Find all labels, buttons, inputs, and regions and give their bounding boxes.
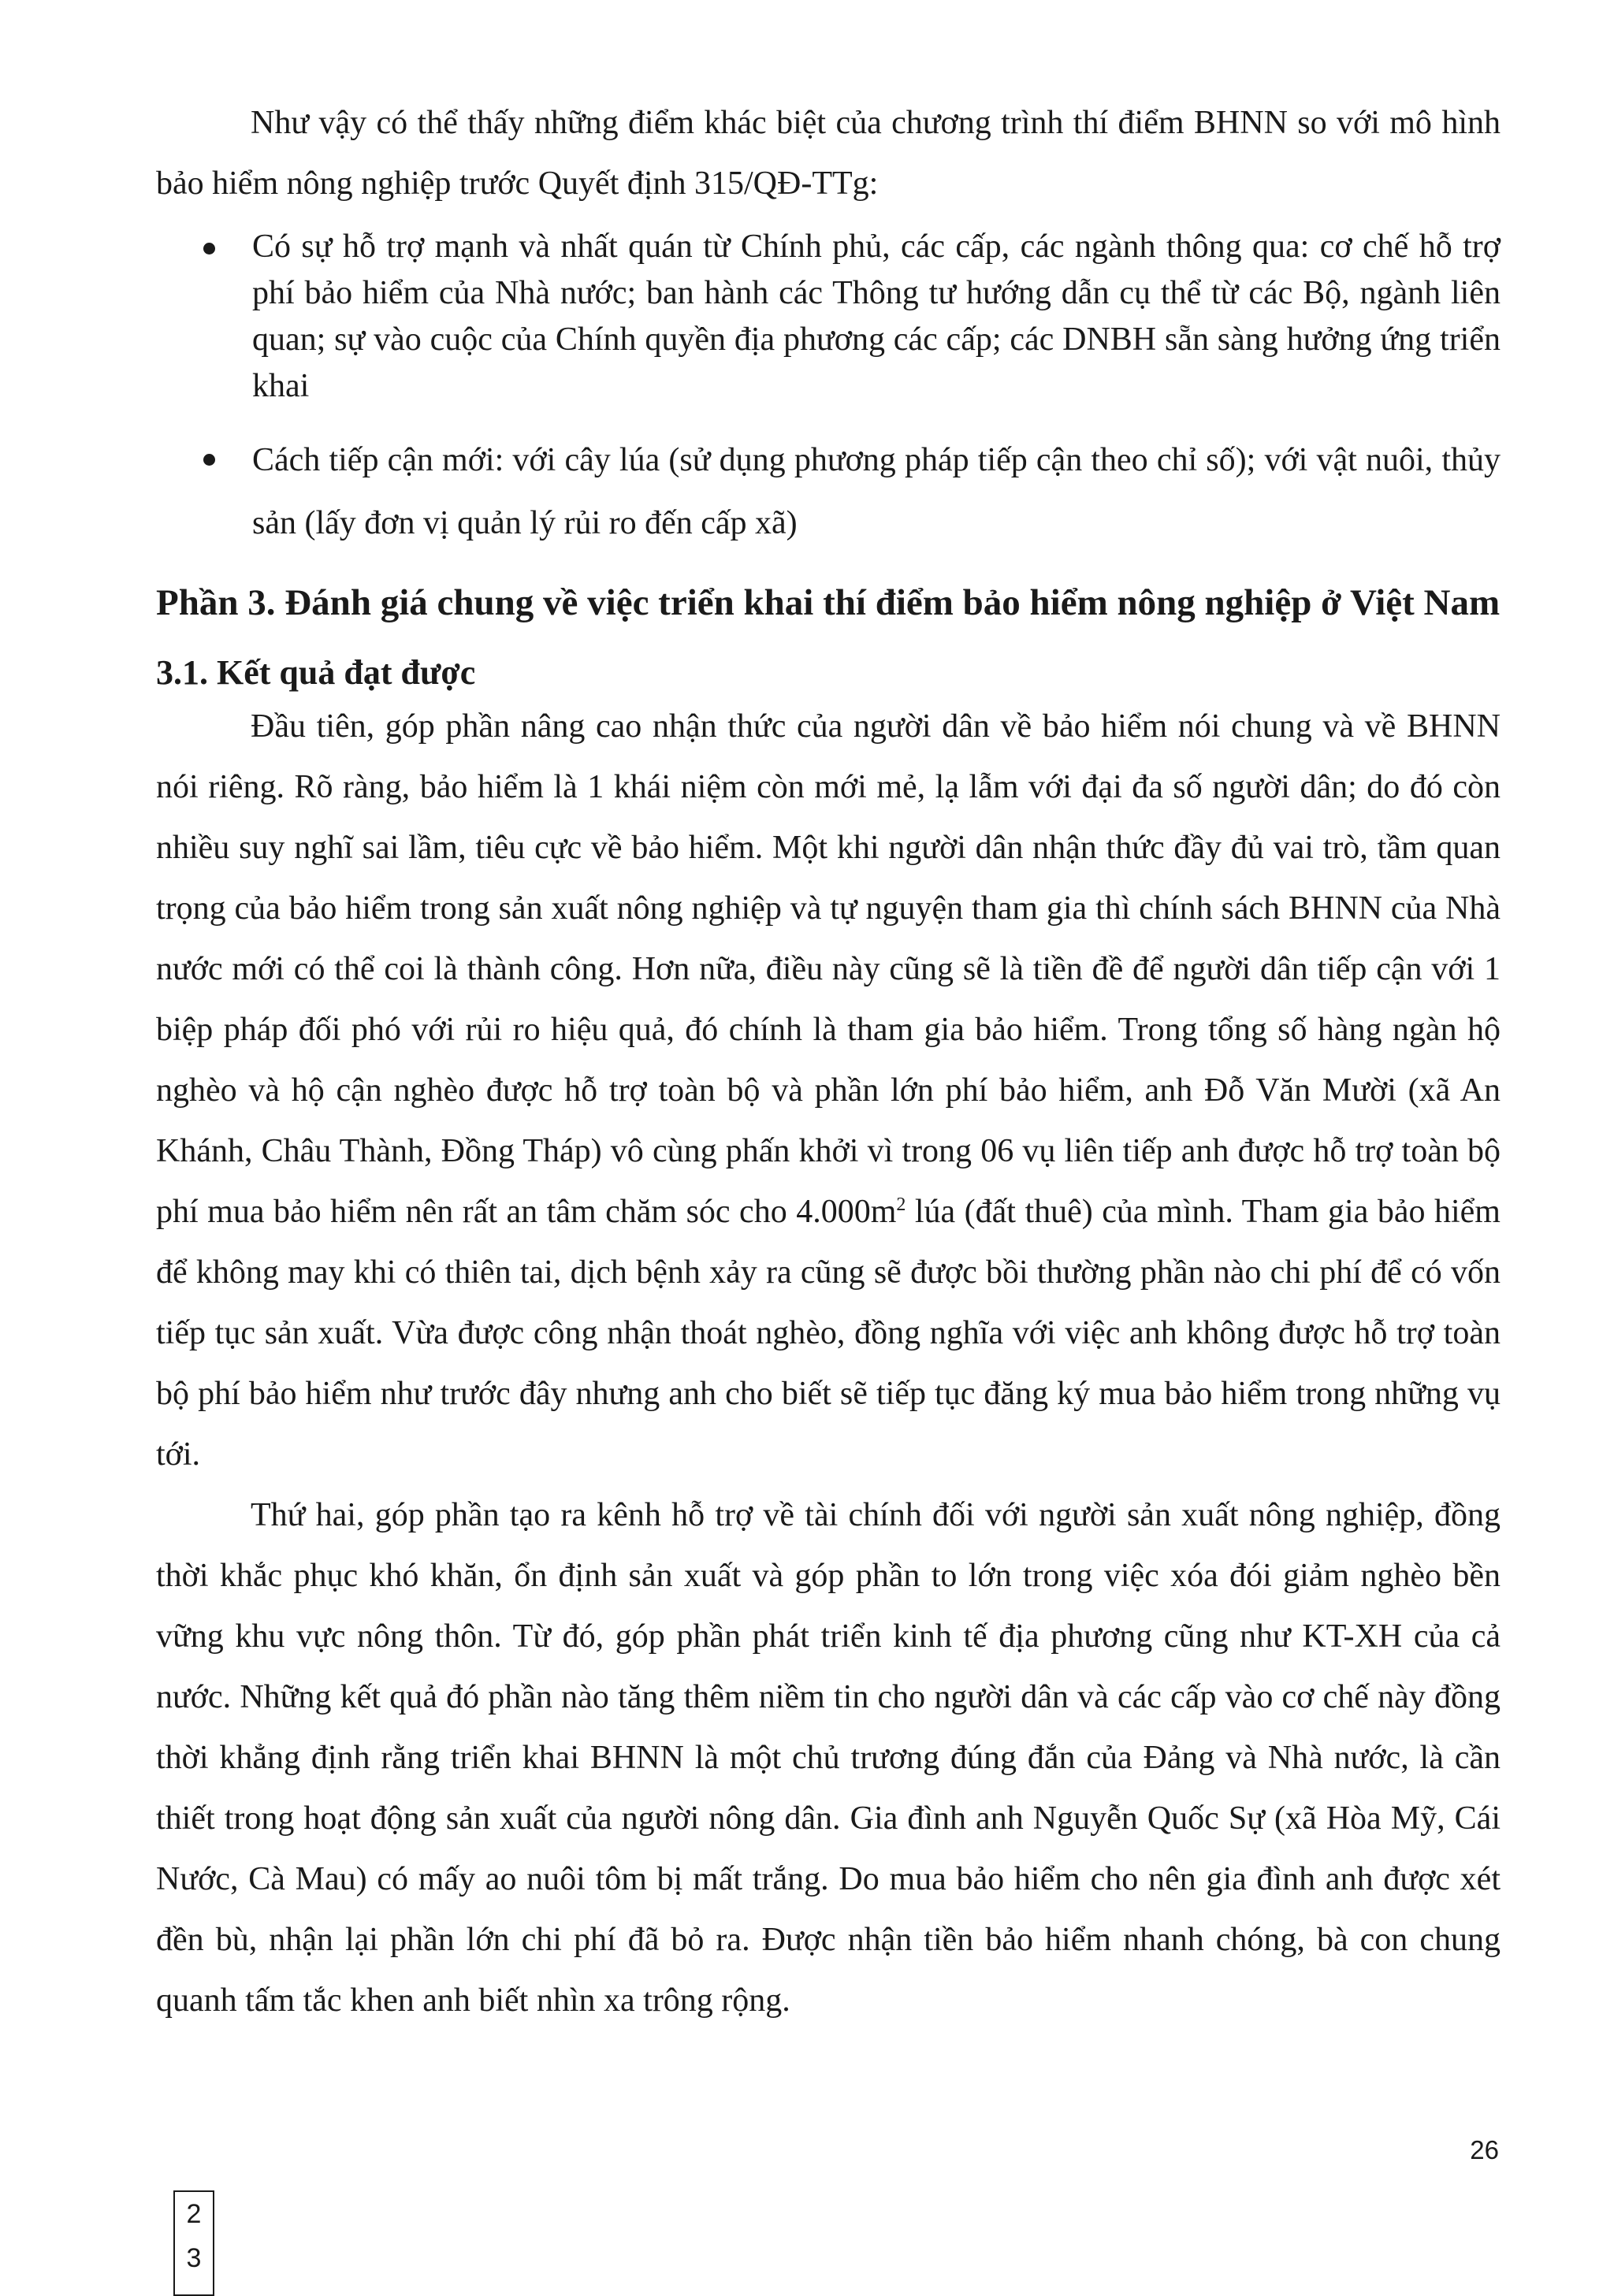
superscript-2: 2 <box>896 1194 906 1215</box>
bullet-list <box>156 224 1501 555</box>
intro-paragraph: Như vậy có thể thấy những điểm khác biệt của chương trình thí điểm BHNN so với mô hình bảo hiểm nông nghiệp trước Quyết định 315/QĐ-TTg: <box>156 105 1501 202</box>
body-paragraph-2: Thứ hai, góp phần tạo ra kênh hỗ trợ về tài chính đối với người sản xuất nông nghiệp, đồng thời khắc phục khó khăn, ổn định sản xuất và góp phần to lớn trong việc xóa đói giảm nghèo bền vững khu vực nông thôn. Từ đó, góp phần phát triển kinh tế địa phương cũng như KT-XH của cả nước. Những kết quả đó phần nào tăng thêm niềm tin cho người dân và các cấp vào cơ chế này đồng thời khẳng định rằng triển khai BHNN là một chủ trương đúng đắn của Đảng và Nhà nước, là cần thiết trong hoạt động sản xuất của người nông dân. Gia đình anh Nguyễn Quốc Sự (xã Hòa Mỹ, Cái Nước, Cà Mau) có mấy ao nuôi tôm bị mất trắng. Do mua bảo hiểm cho nên gia đình anh được xét đền bù, nhận lại phần lớn chi phí đã bỏ ra. Được nhận tiền bảo hiểm nhanh chóng, bà con chung quanh tấm tắc khen anh biết nhìn xa trông rộng. <box>156 1497 1501 2019</box>
body-paragraph-1 <box>156 697 1501 1485</box>
section-heading: Phần 3. Đánh giá chung về việc triển khai thí điểm bảo hiểm nông nghiệp ở Việt Nam <box>156 582 1501 623</box>
bullet-text-1: Có sự hỗ trợ mạnh và nhất quán từ Chính phủ, các cấp, các ngành thông qua: cơ chế hỗ trợ phí bảo hiểm của Nhà nước; ban hành các Thông tư hướng dẫn cụ thể từ các Bộ, ngành liên quan; sự vào cuộc của Chính quyền địa phương các cấp; các DNBH sẵn sàng hưởng ứng triển khai <box>252 228 1501 404</box>
bullet-icon <box>203 454 215 466</box>
paragraph-1-text-b: lúa (đất thuê) của mình. Tham gia bảo hiểm để không may khi có thiên tai, dịch bệnh xảy ra cũng sẽ được bồi thường phần nào chi phí để có vốn tiếp tục sản xuất. Vừa được công nhận thoát nghèo, đồng nghĩa với việc anh không được hỗ trợ toàn bộ phí bảo hiểm như trước đây nhưng anh cho biết sẽ tiếp tục đăng ký mua bảo hiểm trong những vụ tới. <box>156 1194 1501 1473</box>
bullet-item-1 <box>156 224 1501 410</box>
footer-box: 2 3 <box>173 2190 214 2296</box>
subsection-heading: 3.1. Kết quả đạt được <box>156 653 476 692</box>
bullet-item-2 <box>156 429 1501 555</box>
page-number: 26 <box>1470 2135 1499 2164</box>
paragraph-1-text-a: Đầu tiên, góp phần nâng cao nhận thức của người dân về bảo hiểm nói chung và về BHNN nói riêng. Rõ ràng, bảo hiểm là 1 khái niệm còn mới mẻ, lạ lẫm với đại đa số người dân; do đó còn nhiều suy nghĩ sai lầm, tiêu cực về bảo hiểm. Một khi người dân nhận thức đầy đủ vai trò, tầm quan trọng của bảo hiểm trong sản xuất nông nghiệp và tự nguyện tham gia thì chính sách BHNN của Nhà nước mới có thể coi là thành công. Hơn nữa, điều này cũng sẽ là tiền đề để người dân tiếp cận với 1 biệp pháp đối phó với rủi ro hiệu quả, đó chính là tham gia bảo hiểm. Trong tổng số hàng ngàn hộ nghèo và hộ cận nghèo được hỗ trợ toàn bộ và phần lớn phí bảo hiểm, anh Đỗ Văn Mười (xã An Khánh, Châu Thành, Đồng Tháp) vô cùng phấn khởi vì trong 06 vụ liên tiếp anh được hỗ trợ toàn bộ phí mua bảo hiểm nên rất an tâm chăm sóc cho 4.000m <box>156 708 1501 1230</box>
bullet-icon <box>203 243 215 254</box>
document-page <box>156 93 1501 2031</box>
bullet-text-2: Cách tiếp cận mới: với cây lúa (sử dụng phương pháp tiếp cận theo chỉ số); với vật nuôi, thủy sản (lấy đơn vị quản lý rủi ro đến cấp xã) <box>252 442 1501 541</box>
